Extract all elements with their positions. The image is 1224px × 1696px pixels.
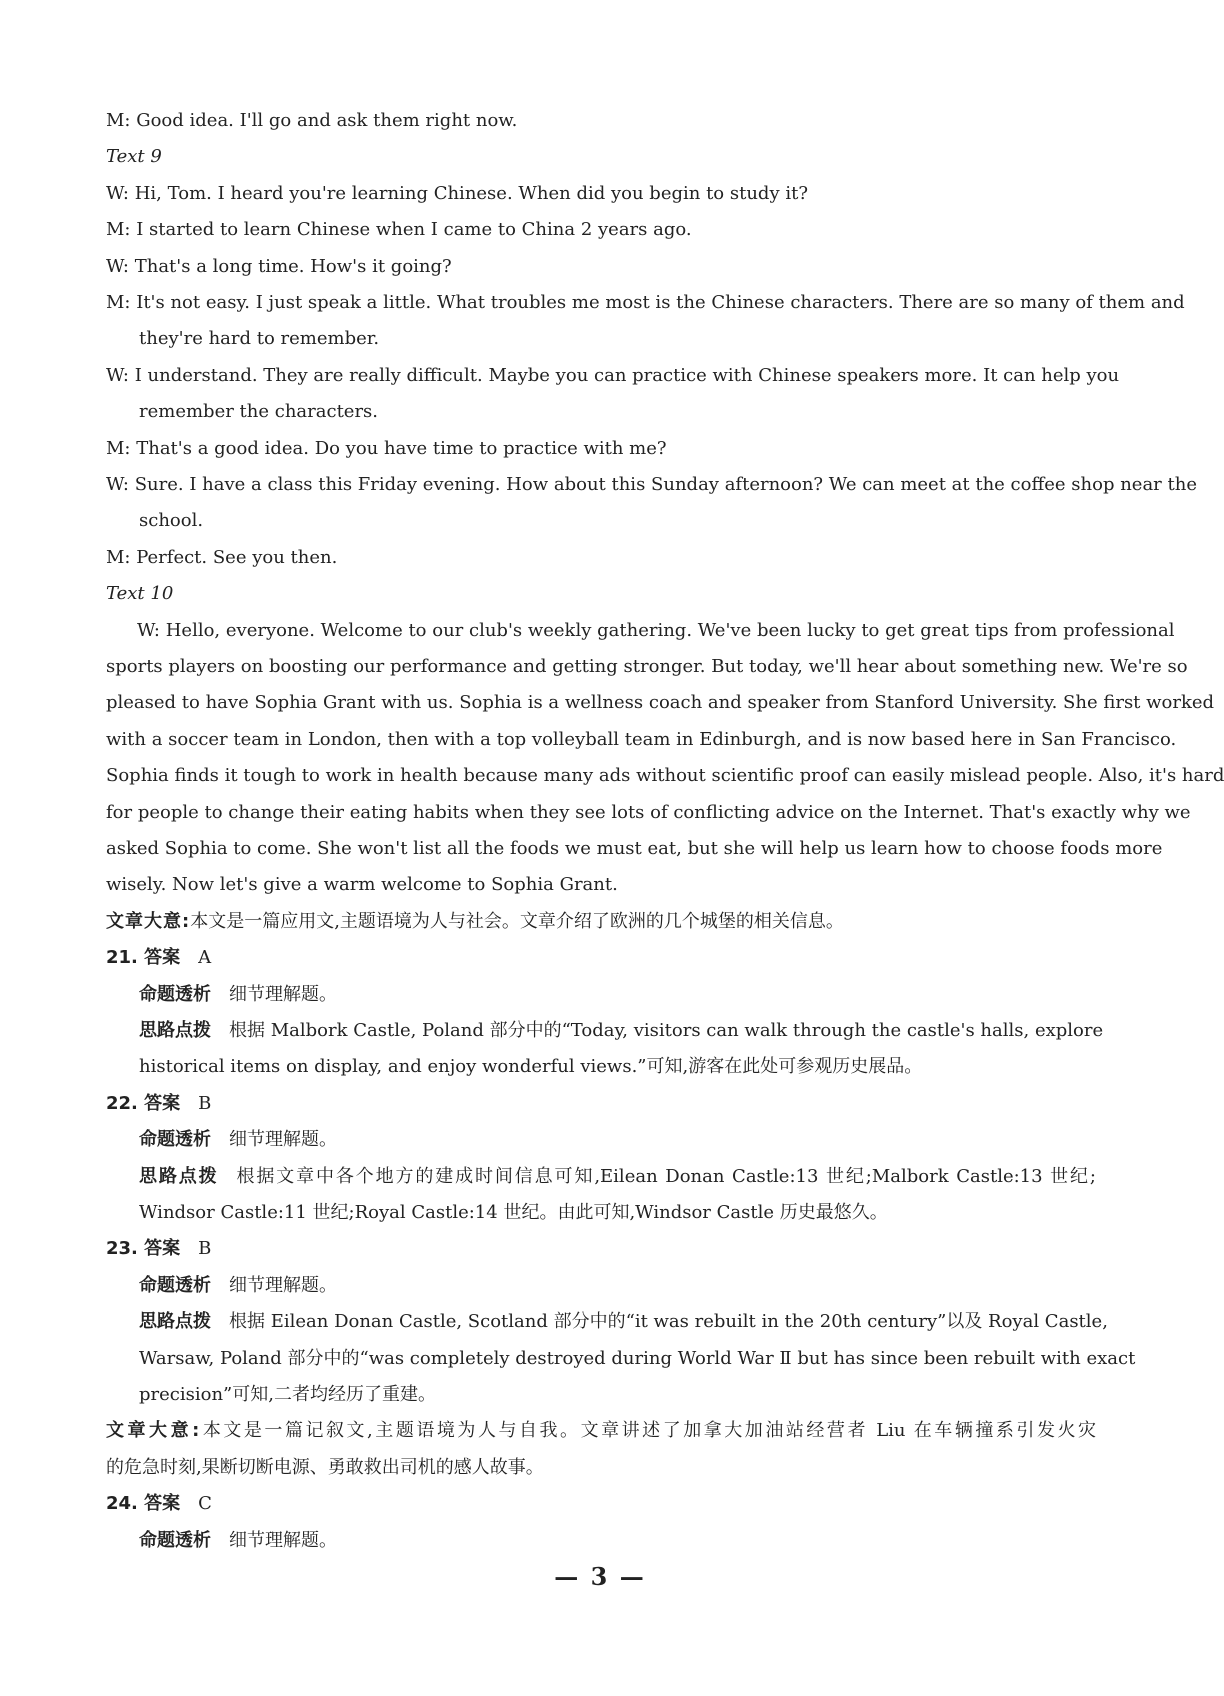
dialogue-line-cont: school. bbox=[139, 510, 204, 531]
reasoning-line bbox=[139, 1013, 1104, 1049]
monologue-line: W: Hello, everyone. Welcome to our club's weekly gathering. We've been lucky to get great tips from professional bbox=[137, 620, 1175, 641]
page-number: — 3 — bbox=[554, 1562, 646, 1591]
monologue-line: pleased to have Sophia Grant with us. Sophia is a wellness coach and speaker from Stanford University. She first worked bbox=[106, 692, 1215, 713]
dialogue-line: W: Sure. I have a class this Friday evening. How about this Sunday afternoon? We can meet at the coffee shop near the bbox=[106, 474, 1197, 495]
analysis-text: 细节理解题。 bbox=[229, 1275, 337, 1296]
answer-22 bbox=[106, 1086, 1096, 1122]
summary-text: 本文是一篇应用文,主题语境为人与社会。文章介绍了欧洲的几个城堡的相关信息。 bbox=[190, 911, 844, 932]
analysis-label: 命题透析 bbox=[139, 1129, 211, 1150]
reasoning-text: 根据 Eilean Donan Castle, Scotland 部分中的“it was rebuilt in the 20th century”以及 Royal Castle, bbox=[229, 1311, 1108, 1332]
analysis-text: 细节理解题。 bbox=[229, 1129, 337, 1150]
monologue-line: asked Sophia to come. She won't list all the foods we must eat, but she will help us learn how to choose foods more bbox=[106, 838, 1163, 859]
dialogue-line-cont: remember the characters. bbox=[139, 401, 379, 422]
dialogue-line: W: I understand. They are really difficult. Maybe you can practice with Chinese speakers more. It can help you bbox=[106, 365, 1120, 386]
answer-label: 24. 答案 bbox=[106, 1493, 181, 1514]
section-heading-text-9: Text 9 bbox=[106, 146, 162, 167]
summary-label: 文章大意: bbox=[106, 1420, 201, 1441]
answer-24 bbox=[106, 1486, 1096, 1522]
monologue-line: with a soccer team in London, then with a top volleyball team in Edinburgh, and is now based here in San Francisco. bbox=[106, 729, 1177, 750]
analysis-label: 命题透析 bbox=[139, 1275, 211, 1296]
analysis-line bbox=[139, 1523, 1096, 1559]
dialogue-line: M: Perfect. See you then. bbox=[106, 547, 338, 568]
analysis-line bbox=[139, 977, 1096, 1013]
monologue-line: wisely. Now let's give a warm welcome to Sophia Grant. bbox=[106, 874, 618, 895]
summary-line-cont: 的危急时刻,果断切断电源、勇敢救出司机的感人故事。 bbox=[106, 1457, 544, 1478]
dialogue-line: M: Good idea. I'll go and ask them right now. bbox=[106, 110, 518, 131]
answer-value: B bbox=[198, 1238, 212, 1259]
answer-23 bbox=[106, 1231, 1096, 1267]
monologue-line: for people to change their eating habits when they see lots of conflicting advice on the Internet. That's exactly why we bbox=[106, 802, 1191, 823]
answer-label: 22. 答案 bbox=[106, 1093, 181, 1114]
reasoning-line bbox=[139, 1304, 1108, 1340]
dialogue-line: M: It's not easy. I just speak a little. What troubles me most is the Chinese characters. There are so many of them and bbox=[106, 292, 1185, 313]
dialogue-line-cont: they're hard to remember. bbox=[139, 328, 380, 349]
analysis-label: 命题透析 bbox=[139, 1530, 211, 1551]
reasoning-label: 思路点拨 bbox=[139, 1311, 211, 1332]
answer-value: C bbox=[198, 1493, 212, 1514]
monologue-line: sports players on boosting our performance and getting stronger. But today, we'll hear about something new. We're so bbox=[106, 656, 1188, 677]
dialogue-line: M: I started to learn Chinese when I came to China 2 years ago. bbox=[106, 219, 692, 240]
answer-label: 23. 答案 bbox=[106, 1238, 181, 1259]
reasoning-text: 根据文章中各个地方的建成时间信息可知,Eilean Donan Castle:13 世纪;Malbork Castle:13 世纪; bbox=[236, 1166, 1096, 1187]
reasoning-line-cont: historical items on display, and enjoy wonderful views.”可知,游客在此处可参观历史展品。 bbox=[139, 1056, 923, 1077]
analysis-label: 命题透析 bbox=[139, 984, 211, 1005]
reasoning-line bbox=[139, 1159, 1096, 1195]
reasoning-text: 根据 Malbork Castle, Poland 部分中的“Today, visitors can walk through the castle's halls, explore bbox=[229, 1020, 1104, 1041]
dialogue-line: W: That's a long time. How's it going? bbox=[106, 256, 452, 277]
reasoning-label: 思路点拨 bbox=[139, 1166, 219, 1187]
reasoning-line-cont: precision”可知,二者均经历了重建。 bbox=[139, 1384, 436, 1405]
monologue-line: Sophia finds it tough to work in health because many ads without scientific proof can easily mislead people. Also, it's hard bbox=[106, 765, 1224, 786]
analysis-text: 细节理解题。 bbox=[229, 984, 337, 1005]
analysis-text: 细节理解题。 bbox=[229, 1530, 337, 1551]
dialogue-line: M: That's a good idea. Do you have time to practice with me? bbox=[106, 438, 667, 459]
answer-value: A bbox=[198, 947, 212, 968]
section-heading-text-10: Text 10 bbox=[106, 583, 174, 604]
summary-text: 本文是一篇记叙文,主题语境为人与自我。文章讲述了加拿大加油站经营者 Liu 在车辆撞系引发火灾 bbox=[200, 1420, 1096, 1441]
reasoning-line-cont: Windsor Castle:11 世纪;Royal Castle:14 世纪。由此可知,Windsor Castle 历史最悠久。 bbox=[139, 1202, 888, 1223]
summary-line bbox=[106, 904, 1096, 940]
dialogue-line: W: Hi, Tom. I heard you're learning Chinese. When did you begin to study it? bbox=[106, 183, 808, 204]
answer-21 bbox=[106, 940, 1096, 976]
reasoning-line-cont: Warsaw, Poland 部分中的“was completely destroyed during World War Ⅱ but has since been rebuilt with exact bbox=[139, 1348, 1136, 1369]
reasoning-label: 思路点拨 bbox=[139, 1020, 211, 1041]
analysis-line bbox=[139, 1122, 1096, 1158]
summary-line bbox=[106, 1413, 1096, 1449]
summary-label: 文章大意: bbox=[106, 911, 191, 932]
analysis-line bbox=[139, 1268, 1096, 1304]
answer-value: B bbox=[198, 1093, 212, 1114]
answer-label: 21. 答案 bbox=[106, 947, 181, 968]
